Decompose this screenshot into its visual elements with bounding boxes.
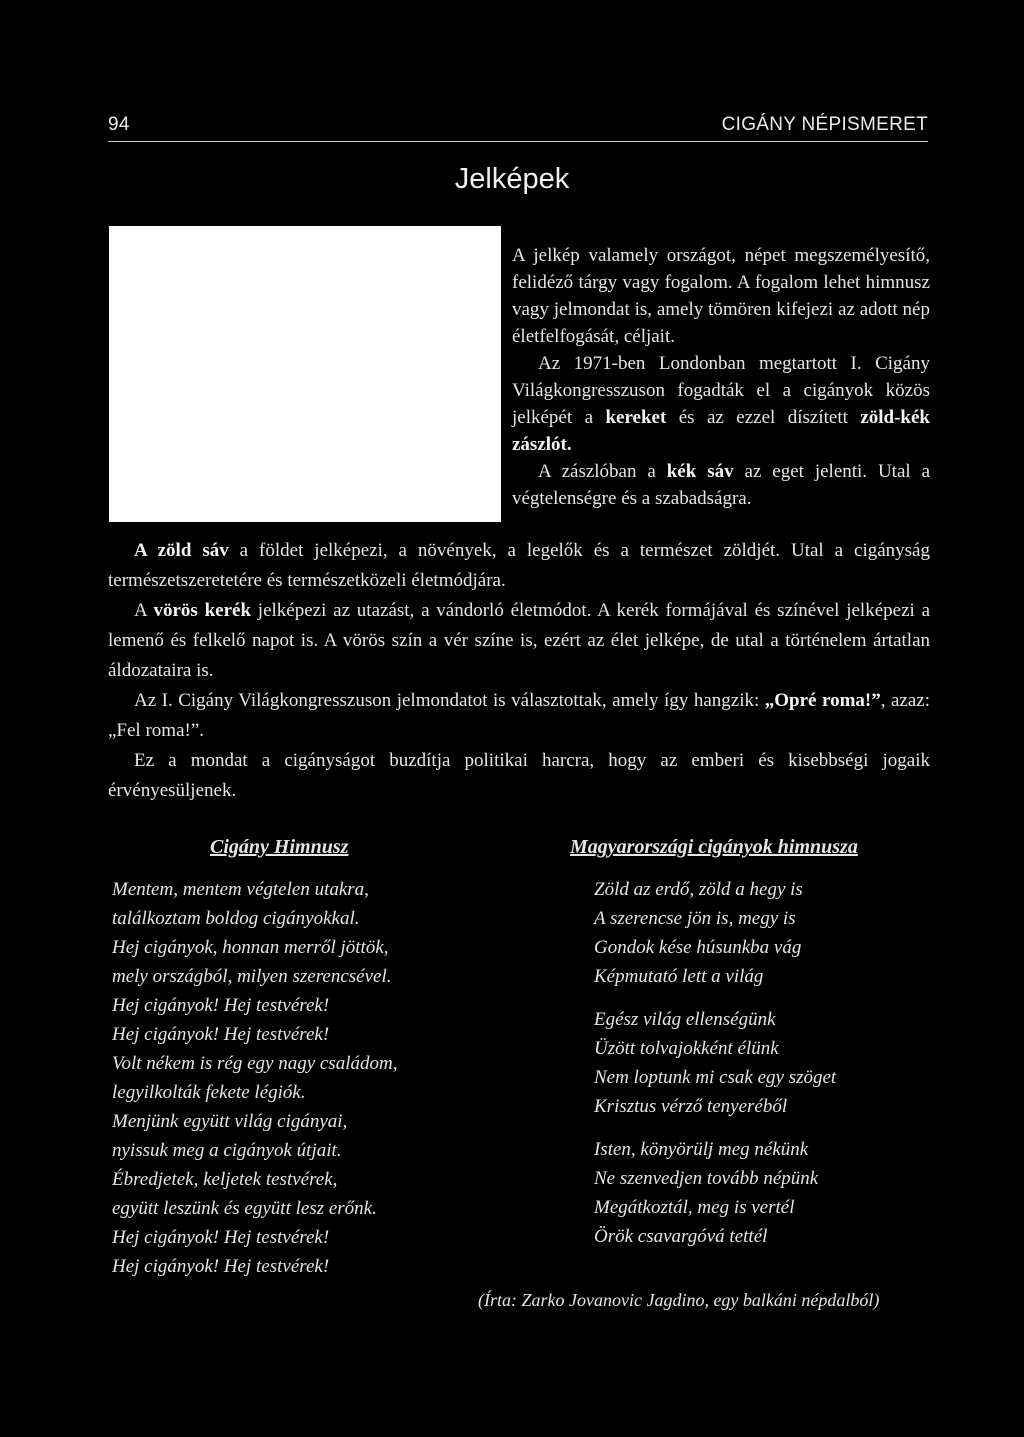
header-rule: [108, 141, 928, 142]
image-placeholder: [109, 226, 501, 522]
poem-line: Krisztus vérző tenyeréből: [594, 1096, 788, 1117]
poem-line: nyissuk meg a cigányok útjait.: [112, 1140, 342, 1161]
poem-title: Magyarországi cigányok himnusza: [570, 836, 858, 858]
poem-line: Hej cigányok! Hej testvérek!: [112, 1227, 330, 1248]
poem-line: legyilkolták fekete légiók.: [112, 1082, 306, 1103]
poem-line: Megátkoztál, meg is vertél: [594, 1197, 795, 1218]
stanza: [570, 1135, 950, 1251]
highlight-green-stripe: A zöld sáv: [134, 540, 229, 561]
paragraph-red-wheel: A vörös kerék jelképezi az utazást, a vándorló életmódot. A kerék formájával és színével jelképezi a lemenő és felkelő napot is. A vörös szín a vér színe is, ezért az élet jelképe, de utal a történelem ártatlan áldozataira is.: [108, 600, 930, 681]
paragraph-congress: Az 1971-ben Londonban megtartott I. Cigány Világkongresszuson fogadták el a cigányok közös jelképét a kereket és az ezzel díszített zöld-kék zászlót.: [512, 353, 930, 455]
highlight-wheel: kereket: [605, 407, 667, 428]
poem-line: Hej cigányok! Hej testvérek!: [112, 995, 330, 1016]
poem-line: Ne szenvedjen tovább népünk: [594, 1168, 819, 1189]
paragraph-blue-stripe: A zászlóban a kék sáv az eget jelenti. Utal a végtelenségre és a szabadságra.: [512, 461, 931, 509]
poem-line: Üzött tolvajokként élünk: [594, 1038, 779, 1059]
poem-line: Hej cigányok! Hej testvérek!: [112, 1256, 330, 1277]
wrap-text: [512, 242, 930, 512]
paragraph-motto: Az I. Cigány Világkongresszuson jelmondatot is választottak, amely így hangzik: „Opré roma!”, azaz: „Fel roma!”.: [108, 690, 930, 741]
section-title: Jelképek: [454, 163, 570, 195]
paragraph-conclusion: Ez a mondat a cigányságot buzdítja politikai harcra, hogy az emberi és kisebbségi jogaik érvényesüljenek.: [108, 750, 930, 801]
highlight-red-wheel: vörös kerék: [153, 600, 252, 621]
attribution: (Írta: Zarko Jovanovic Jagdino, egy balkáni népdalból): [478, 1290, 880, 1310]
poem-gypsy-anthem: [112, 836, 552, 1281]
poem-line: Képmutató lett a világ: [594, 966, 764, 987]
full-text: [108, 536, 930, 806]
poem-line: Menjünk együtt világ cigányai,: [112, 1111, 348, 1132]
stanza: [570, 875, 950, 991]
poem-line: együtt leszünk és együtt lesz erőnk.: [112, 1198, 377, 1219]
page-number: 94: [108, 114, 130, 135]
poem-hungarian-gypsy-anthem: [570, 836, 950, 1265]
poem-line: Volt nékem is rég egy nagy családom,: [112, 1053, 398, 1074]
poem-line: Ébredjetek, keljetek testvérek,: [112, 1169, 338, 1190]
poem-line: találkoztam boldog cigányokkal.: [112, 908, 360, 929]
poem-line: A szerencse jön is, megy is: [594, 908, 796, 929]
poem-title: Cigány Himnusz: [210, 836, 349, 858]
poem-line: mely országból, milyen szerencsével.: [112, 966, 392, 987]
highlight-motto: „Opré roma!”: [764, 690, 881, 711]
paragraph-definition: A jelkép valamely országot, népet megszemélyesítő, felidéző tárgy vagy fogalom. A fogalom lehet himnusz vagy jelmondat is, amely tömören kifejezi az adott nép életfelfogását, céljait.: [512, 245, 930, 347]
paragraph-green-stripe: A zöld sáv a földet jelképezi, a növények, a legelők és a természet zöldjét. Utal a cigányság természetszeretetére és természetközeli életmódjára.: [108, 540, 930, 591]
highlight-blue-stripe: kék sáv: [666, 461, 734, 482]
highlight-flag: zöld-kék zászlót.: [512, 407, 930, 455]
poem-line: Mentem, mentem végtelen utakra,: [112, 879, 369, 900]
poem-line: Örök csavargóvá tettél: [594, 1226, 768, 1247]
poem-line: Hej cigányok, honnan merről jöttök,: [112, 937, 389, 958]
poem-line: Egész világ ellenségünk: [594, 1009, 776, 1030]
running-title: CIGÁNY NÉPISMERET: [721, 114, 928, 135]
poem-line: Gondok kése húsunkba vág: [594, 937, 802, 958]
poem-line: Zöld az erdő, zöld a hegy is: [594, 879, 803, 900]
poem-line: Isten, könyörülj meg nékünk: [594, 1139, 809, 1160]
poem-line: Nem loptunk mi csak egy szöget: [594, 1067, 837, 1088]
stanza: [570, 1005, 950, 1121]
poem-line: Hej cigányok! Hej testvérek!: [112, 1024, 330, 1045]
